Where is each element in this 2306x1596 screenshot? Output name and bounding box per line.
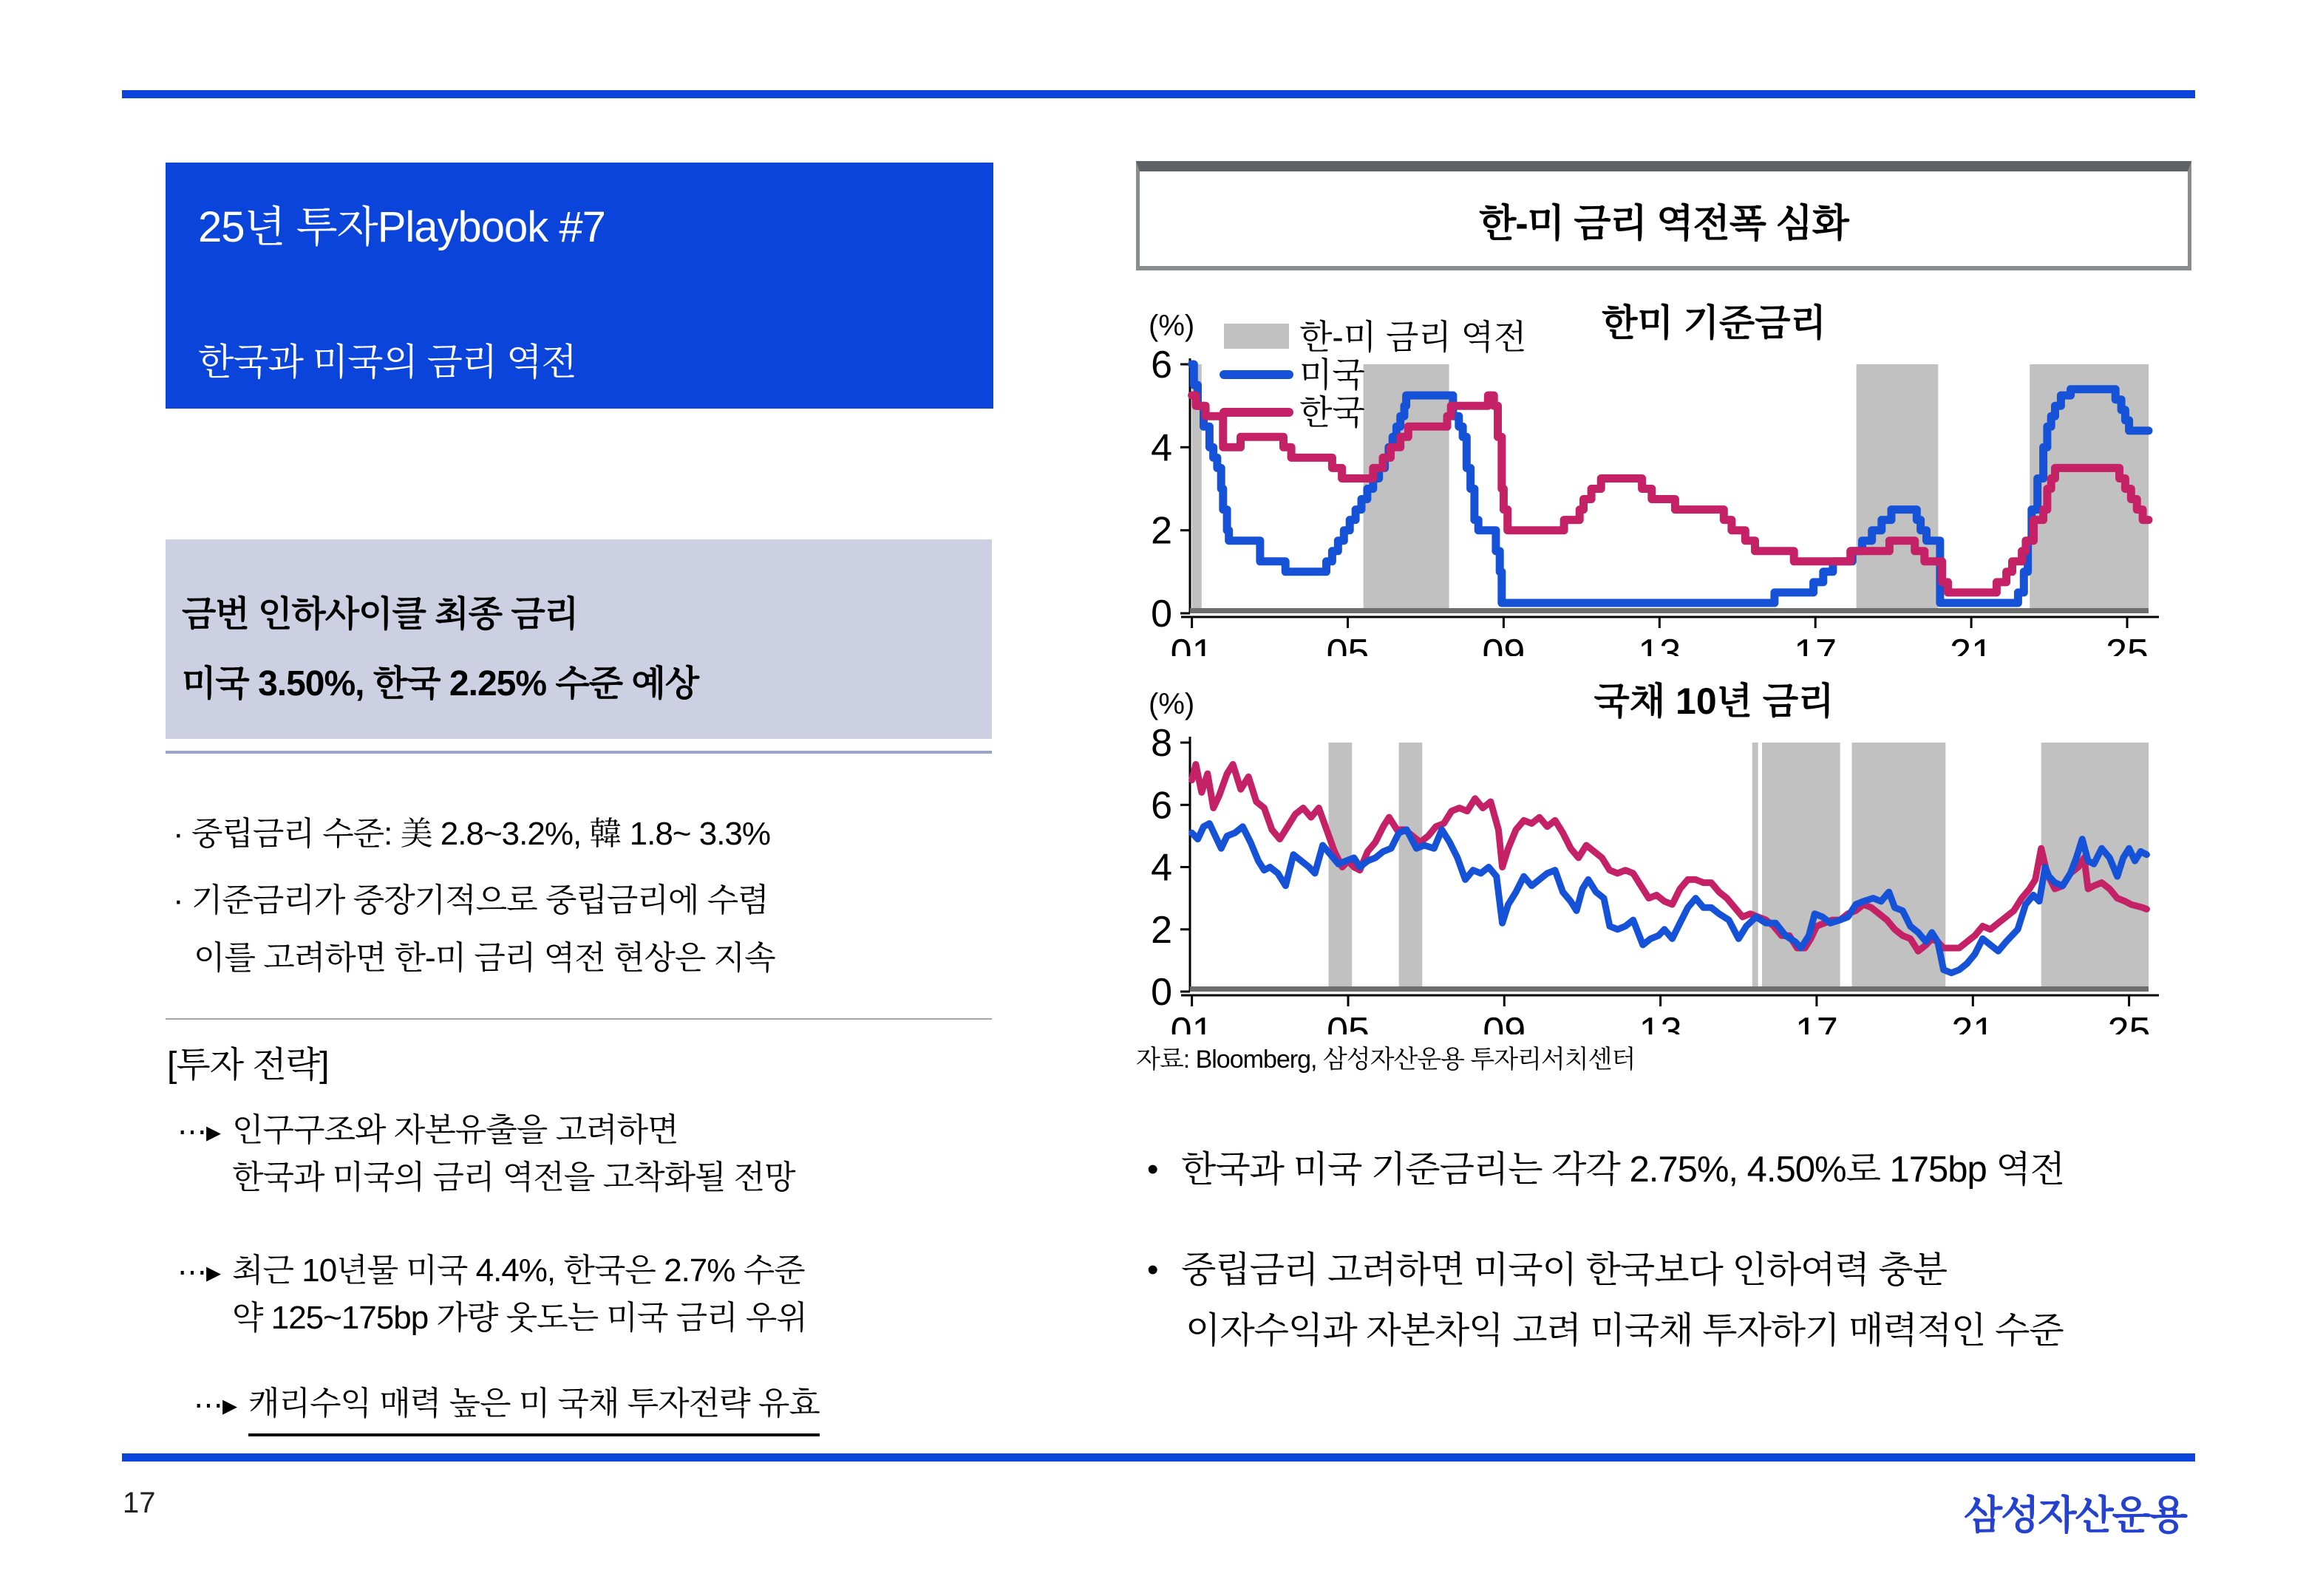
note-convergence-line2: 이를 고려하면 한-미 금리 역전 현상은 지속 bbox=[194, 940, 775, 976]
bullet-icon: • bbox=[1147, 1151, 1158, 1187]
insight-bullet-1-text: 한국과 미국 기준금리는 각각 2.75%, 4.50%로 175bp 역전 bbox=[1181, 1150, 2065, 1190]
svg-text:(%): (%) bbox=[1149, 310, 1195, 342]
summary-line-2: 미국 3.50%, 한국 2.25% 수준 예상 bbox=[182, 664, 699, 703]
svg-text:13: 13 bbox=[1639, 1010, 1682, 1034]
svg-text:25: 25 bbox=[2106, 632, 2149, 656]
svg-text:6: 6 bbox=[1151, 344, 1172, 386]
dashed-arrow-icon: ⋯▸ bbox=[177, 1116, 221, 1148]
note-convergence-line1: 기준금리가 중장기적으로 중립금리에 수렴 bbox=[191, 882, 769, 918]
slide-subtitle: 한국과 미국의 금리 역전 bbox=[198, 341, 576, 383]
chart-source: 자료: Bloomberg, 삼성자산운용 투자리서치센터 bbox=[1136, 1046, 1636, 1074]
svg-text:(%): (%) bbox=[1149, 688, 1195, 720]
svg-text:4: 4 bbox=[1151, 426, 1172, 470]
note-neutral-rate bbox=[173, 807, 770, 854]
bullet-icon: • bbox=[1147, 1252, 1158, 1288]
strategy-item-1 bbox=[177, 1107, 795, 1201]
bond-10y-chart bbox=[1147, 680, 2182, 1034]
note-bullet-icon: · bbox=[173, 882, 183, 918]
svg-text:21: 21 bbox=[1951, 1010, 1995, 1034]
strategy-item-2-text bbox=[232, 1247, 807, 1342]
insight-bullet-2 bbox=[1147, 1240, 2064, 1361]
svg-text:6: 6 bbox=[1151, 784, 1172, 828]
top-divider-bar bbox=[122, 90, 2195, 98]
svg-text:17: 17 bbox=[1794, 632, 1837, 656]
svg-text:0: 0 bbox=[1151, 971, 1172, 1014]
svg-text:0: 0 bbox=[1151, 593, 1172, 635]
policy-rate-chart bbox=[1147, 301, 2182, 656]
slide-title-box bbox=[166, 163, 993, 409]
insight-bullet-1 bbox=[1147, 1139, 2064, 1200]
strategy-item-3-text: 캐리수익 매력 높은 미 국채 투자전략 유효 bbox=[248, 1380, 820, 1436]
svg-text:05: 05 bbox=[1327, 1010, 1370, 1034]
svg-text:국채 10년 금리: 국채 10년 금리 bbox=[1594, 681, 1834, 722]
strategy-item-2-line1: 최근 10년물 미국 4.4%, 한국은 2.7% 수준 bbox=[232, 1252, 805, 1289]
strategy-item-1-line1: 인구구조와 자본유출을 고려하면 bbox=[232, 1112, 678, 1148]
dashed-arrow-icon: ⋯▸ bbox=[177, 1256, 221, 1289]
strategy-item-2 bbox=[177, 1247, 807, 1342]
svg-text:2: 2 bbox=[1151, 908, 1172, 952]
chart-panel-title: 한-미 금리 역전폭 심화 bbox=[1479, 202, 1848, 245]
svg-text:01: 01 bbox=[1170, 632, 1214, 656]
note-neutral-rate-text: 중립금리 수준: 美 2.8~3.2%, 韓 1.8~ 3.3% bbox=[191, 816, 771, 852]
strategy-item-2-line2: 약 125~175bp 가량 웃도는 미국 금리 우위 bbox=[232, 1300, 807, 1336]
section-divider-rule bbox=[166, 1018, 992, 1020]
svg-text:25: 25 bbox=[2107, 1010, 2151, 1034]
note-bullet-icon: · bbox=[173, 816, 183, 852]
bond-10y-chart-svg bbox=[1147, 680, 2182, 1034]
company-logo: 삼성자산운용 bbox=[1964, 1493, 2186, 1538]
policy-rate-chart-svg bbox=[1147, 301, 2182, 656]
svg-text:한국: 한국 bbox=[1299, 393, 1365, 432]
svg-text:4: 4 bbox=[1151, 846, 1172, 890]
footer-divider-bar bbox=[122, 1453, 2195, 1462]
svg-text:17: 17 bbox=[1795, 1010, 1838, 1034]
svg-text:2: 2 bbox=[1151, 509, 1172, 553]
note-convergence bbox=[173, 873, 775, 978]
chart-panel-title-box bbox=[1136, 161, 2191, 270]
strategy-heading: [투자 전략] bbox=[167, 1046, 329, 1085]
strategy-item-3 bbox=[194, 1380, 820, 1436]
svg-text:8: 8 bbox=[1151, 722, 1172, 765]
insight-bullet-2-text bbox=[1181, 1240, 2064, 1361]
strategy-item-1-text bbox=[232, 1107, 795, 1201]
svg-text:21: 21 bbox=[1950, 632, 1993, 656]
svg-text:09: 09 bbox=[1483, 1010, 1526, 1034]
page-number: 17 bbox=[123, 1487, 156, 1519]
svg-text:13: 13 bbox=[1638, 632, 1681, 656]
summary-underline-rule bbox=[166, 751, 992, 754]
dashed-arrow-icon: ⋯▸ bbox=[194, 1389, 237, 1422]
insight-bullet-2-line1: 중립금리 고려하면 미국이 한국보다 인하여력 충분 bbox=[1181, 1250, 1948, 1290]
svg-text:05: 05 bbox=[1326, 632, 1370, 656]
insight-bullet-2-line2: 이자수익과 자본차익 고려 미국채 투자하기 매력적인 수준 bbox=[1186, 1311, 2064, 1351]
svg-text:미국: 미국 bbox=[1299, 355, 1365, 394]
strategy-item-1-line2: 한국과 미국의 금리 역전을 고착화될 전망 bbox=[232, 1159, 795, 1196]
svg-text:한-미 금리 역전: 한-미 금리 역전 bbox=[1299, 318, 1527, 356]
summary-line-1: 금번 인하사이클 최종 금리 bbox=[182, 595, 579, 634]
svg-text:09: 09 bbox=[1482, 632, 1526, 656]
svg-text:01: 01 bbox=[1170, 1010, 1214, 1034]
key-summary-box bbox=[166, 539, 992, 739]
slide-title: 25년 투자Playbook #7 bbox=[198, 203, 605, 251]
svg-text:한미 기준금리: 한미 기준금리 bbox=[1602, 302, 1826, 344]
